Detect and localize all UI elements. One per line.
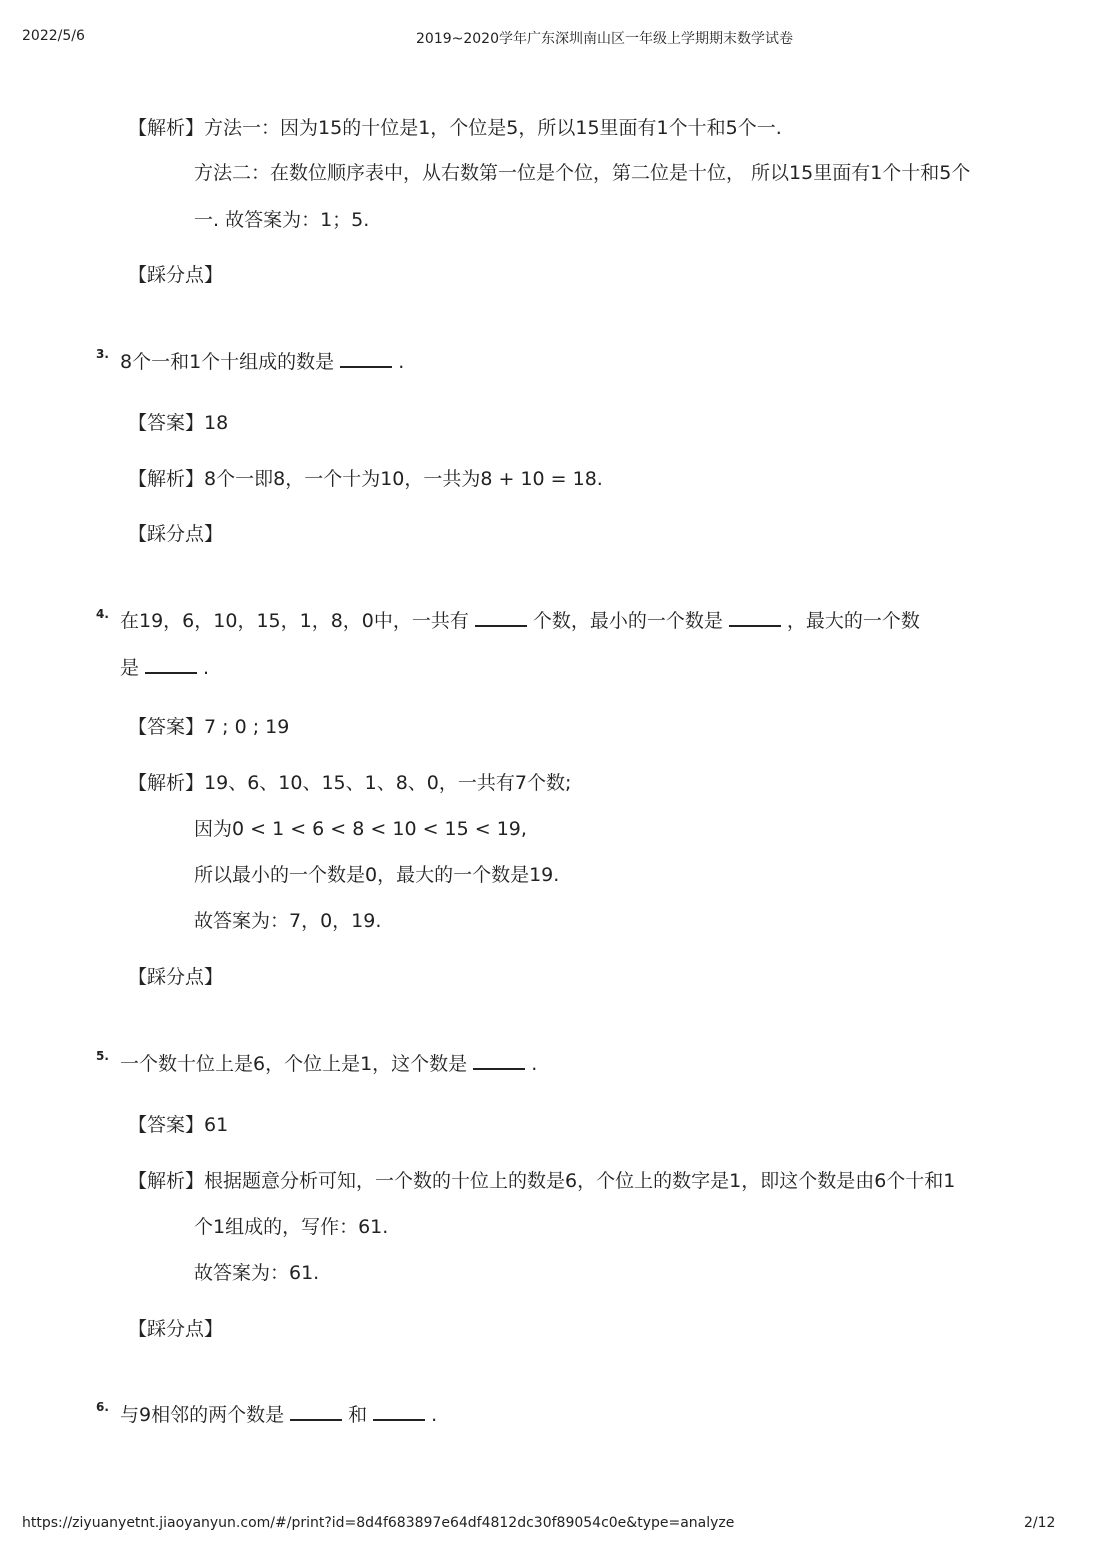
q5-analysis-line3: 故答案为：61. xyxy=(194,1262,320,1284)
q3-answer-blank[interactable] xyxy=(340,348,392,368)
q5-points-label: 【踩分点】 xyxy=(128,1318,224,1340)
q4-analysis-line4: 故答案为：7，0，19. xyxy=(194,910,382,932)
q5-stem-end: . xyxy=(531,1053,538,1075)
q5-number: 5. xyxy=(96,1049,109,1063)
q4-analysis-line2: 因为0 < 1 < 6 < 8 < 10 < 15 < 19, xyxy=(194,818,527,840)
q3-stem-end: . xyxy=(398,351,405,373)
q5-analysis-line2: 个1组成的，写作：61. xyxy=(194,1216,389,1238)
answer-label: 【答案】 xyxy=(128,716,205,738)
q2-points-label: 【踩分点】 xyxy=(128,264,224,286)
q5-answer-value: 61 xyxy=(204,1114,229,1136)
q4-blank-count[interactable] xyxy=(475,607,527,627)
q6-stem xyxy=(120,1401,437,1427)
q6-stem-text: 与9相邻的两个数是 xyxy=(120,1404,285,1426)
q2-analysis-text1: 方法一：因为15的十位是1，个位是5，所以15里面有1个十和5个一. xyxy=(204,117,782,139)
q5-analysis-text1: 根据题意分析可知，一个数的十位上的数是6，个位上的数字是1，即这个数是由6个十和1 xyxy=(204,1170,956,1192)
analysis-label: 【解析】 xyxy=(128,468,205,490)
q3-stem xyxy=(120,348,404,374)
q4-number: 4. xyxy=(96,607,109,621)
document-title: 2019~2020学年广东深圳南山区一年级上学期期末数学试卷 xyxy=(416,31,793,47)
answer-label: 【答案】 xyxy=(128,412,205,434)
q6-blank-2[interactable] xyxy=(373,1401,425,1421)
q6-blank-1[interactable] xyxy=(290,1401,342,1421)
q5-answer-blank[interactable] xyxy=(473,1050,525,1070)
analysis-label: 【解析】 xyxy=(128,117,205,139)
answer-label: 【答案】 xyxy=(128,1114,205,1136)
q4-blank-max[interactable] xyxy=(145,654,197,674)
q6-stem-end: . xyxy=(431,1404,438,1426)
page-url[interactable]: https://ziyuanyetnt.jiaoyanyun.com/#/print?id=8d4f683897e64df4812dc30f89054c0e&type=analyze xyxy=(22,1515,735,1531)
q2-analysis-line3: 一. 故答案为：1；5. xyxy=(194,209,370,231)
q3-stem-text: 8个一和1个十组成的数是 xyxy=(120,351,335,373)
q3-analysis-text: 8个一即8，一个十为10，一共为8 + 10 = 18. xyxy=(204,468,603,490)
print-date: 2022/5/6 xyxy=(22,28,85,44)
q4-analysis-text1: 19、6、10、15、1、8、0，一共有7个数; xyxy=(204,772,572,794)
q5-stem xyxy=(120,1050,537,1076)
q4-analysis-line1 xyxy=(128,771,571,795)
q3-answer xyxy=(128,411,228,435)
q4-answer xyxy=(128,715,289,739)
analysis-label: 【解析】 xyxy=(128,1170,205,1192)
q3-answer-value: 18 xyxy=(204,412,229,434)
q4-stem-line2-end: . xyxy=(203,657,210,679)
q4-stem-line1 xyxy=(120,607,920,633)
analysis-label: 【解析】 xyxy=(128,772,205,794)
q4-answer-value: 7 ; 0 ; 19 xyxy=(204,716,290,738)
q4-stem-part1: 在19，6，10，15，1，8，0中，一共有 xyxy=(120,610,469,632)
q2-analysis-line1 xyxy=(128,116,782,140)
q4-stem-line2-text: 是 xyxy=(120,657,140,679)
q4-stem-line2 xyxy=(120,654,209,680)
q5-stem-text: 一个数十位上是6，个位上是1，这个数是 xyxy=(120,1053,468,1075)
q2-analysis-line2: 方法二：在数位顺序表中，从右数第一位是个位，第二位是十位， 所以15里面有1个十和5个 xyxy=(194,162,971,184)
q4-stem-part3: ，最大的一个数 xyxy=(786,610,920,632)
q3-number: 3. xyxy=(96,347,109,361)
q6-stem-mid: 和 xyxy=(348,1404,368,1426)
q4-analysis-line3: 所以最小的一个数是0，最大的一个数是19. xyxy=(194,864,560,886)
q6-number: 6. xyxy=(96,1400,109,1414)
q3-analysis xyxy=(128,467,603,491)
q5-analysis-line1 xyxy=(128,1169,955,1193)
q3-points-label: 【踩分点】 xyxy=(128,523,224,545)
q5-answer xyxy=(128,1113,228,1137)
q4-stem-part2: 个数，最小的一个数是 xyxy=(532,610,723,632)
page-number: 2/12 xyxy=(1024,1515,1056,1531)
q4-blank-min[interactable] xyxy=(729,607,781,627)
q4-points-label: 【踩分点】 xyxy=(128,966,224,988)
